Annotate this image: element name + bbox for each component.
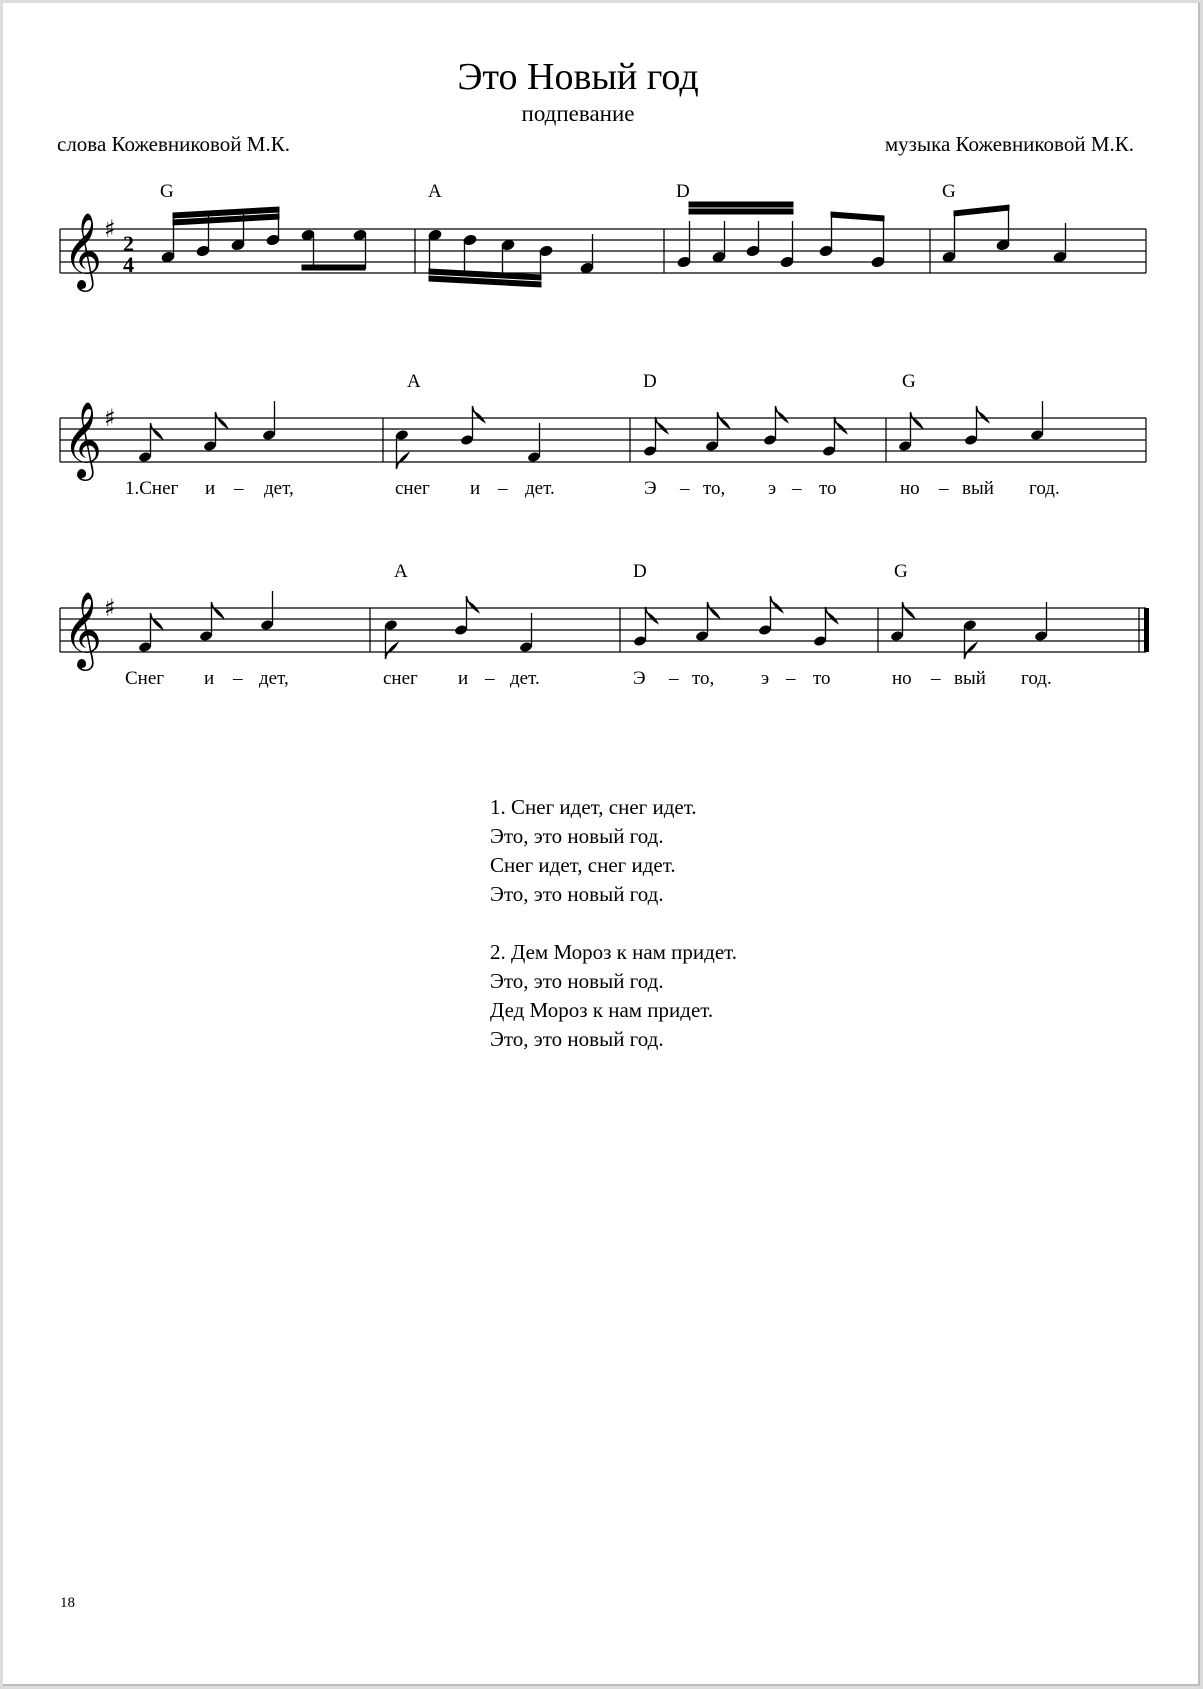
lyric-syllable: и bbox=[204, 668, 215, 689]
lyric-syllable: – bbox=[234, 478, 244, 499]
lyric-syllable: Э bbox=[633, 668, 646, 689]
lyric-syllable: Снег bbox=[125, 668, 165, 689]
lyric-syllable: вый bbox=[954, 668, 986, 689]
lyric-syllable: – bbox=[792, 478, 802, 499]
verse-line: Дед Мороз к нам придет. bbox=[490, 998, 714, 1022]
lyric-syllable: но bbox=[900, 478, 920, 499]
chord-symbol: D bbox=[633, 561, 647, 582]
lyric-syllable: то, bbox=[703, 478, 726, 499]
flag bbox=[826, 607, 838, 623]
measure-2 bbox=[428, 229, 594, 287]
sheet-music-page bbox=[3, 3, 1200, 1686]
lyric-syllable: вый bbox=[962, 478, 994, 499]
lyric-syllable: дет. bbox=[525, 478, 555, 499]
page-number: 18 bbox=[60, 1595, 75, 1611]
lyrics-line-1 bbox=[125, 478, 1060, 499]
time-signature-top: 2 bbox=[123, 231, 134, 256]
lyric-syllable: – bbox=[786, 668, 796, 689]
flag bbox=[386, 643, 398, 659]
music-system-2 bbox=[3, 363, 1198, 503]
lyric-syllable: Э bbox=[644, 478, 657, 499]
flag bbox=[656, 417, 668, 433]
treble-clef-icon: 𝄞 bbox=[63, 401, 103, 478]
lyric-syllable: – bbox=[485, 668, 495, 689]
flag bbox=[977, 406, 989, 422]
final-barline bbox=[1144, 608, 1149, 652]
music-system-3 bbox=[3, 553, 1198, 693]
verse-line: 1. Снег идет, снег идет. bbox=[490, 795, 697, 819]
chord-symbol: G bbox=[902, 371, 916, 392]
flag bbox=[646, 607, 658, 623]
lyric-syllable: снег bbox=[395, 478, 430, 499]
flag bbox=[776, 406, 788, 422]
chord-symbol: A bbox=[428, 181, 442, 202]
sharp-icon: ♯ bbox=[104, 404, 116, 432]
verse-line: Это, это новый год. bbox=[490, 969, 664, 993]
lyric-syllable: 1.Снег bbox=[125, 478, 179, 499]
verse-line: 2. Дем Мороз к нам придет. bbox=[490, 940, 738, 964]
flag bbox=[151, 423, 163, 439]
measure-1 bbox=[161, 207, 367, 270]
music-system-1 bbox=[3, 173, 1198, 293]
lyric-syllable: то bbox=[813, 668, 831, 689]
verse-line: Это, это новый год. bbox=[490, 824, 664, 848]
lyric-syllable: снег bbox=[383, 668, 418, 689]
sharp-icon: ♯ bbox=[104, 215, 116, 243]
measure-4 bbox=[942, 205, 1067, 263]
lyric-syllable: – bbox=[939, 478, 949, 499]
verses-text bbox=[490, 793, 737, 1083]
song-title: Это Новый год bbox=[457, 56, 699, 98]
flag bbox=[216, 412, 228, 428]
lyric-syllable: дет, bbox=[264, 478, 294, 499]
lyrics-line-2 bbox=[125, 668, 1052, 689]
verse-line: Это, это новый год. bbox=[490, 882, 664, 906]
time-signature-bottom: 4 bbox=[123, 252, 134, 277]
flag bbox=[771, 596, 783, 612]
verse-2 bbox=[490, 938, 737, 1054]
sharp-icon: ♯ bbox=[104, 594, 116, 622]
flag bbox=[903, 602, 915, 618]
lyric-syllable: но bbox=[892, 668, 912, 689]
flag bbox=[835, 417, 847, 433]
lyric-syllable: – bbox=[680, 478, 690, 499]
lyric-syllable: и bbox=[205, 478, 216, 499]
lyric-syllable: то, bbox=[692, 668, 715, 689]
lyric-syllable: дет. bbox=[510, 668, 540, 689]
lyric-syllable: э bbox=[768, 478, 777, 499]
chord-symbol: G bbox=[894, 561, 908, 582]
flag bbox=[718, 412, 730, 428]
flag bbox=[467, 596, 479, 612]
lyric-syllable: то bbox=[819, 478, 837, 499]
flag bbox=[965, 643, 977, 659]
lyric-syllable: – bbox=[669, 668, 679, 689]
lyric-syllable: – bbox=[498, 478, 508, 499]
flag bbox=[473, 406, 485, 422]
chord-symbol: A bbox=[394, 561, 408, 582]
flag bbox=[911, 412, 923, 428]
flag bbox=[708, 602, 720, 618]
chord-symbol: D bbox=[676, 181, 690, 202]
verse-line: Снег идет, снег идет. bbox=[490, 853, 676, 877]
verse-1 bbox=[490, 793, 737, 909]
measure-3 bbox=[677, 202, 885, 268]
composer-credit: музыка Кожевниковой М.К. bbox=[884, 132, 1134, 156]
lyric-syllable: год. bbox=[1029, 478, 1060, 499]
flag bbox=[151, 613, 163, 629]
lyric-syllable: – bbox=[233, 668, 243, 689]
chord-symbol: D bbox=[643, 371, 657, 392]
lyric-syllable: и bbox=[470, 478, 481, 499]
lyricist-credit: слова Кожевниковой М.К. bbox=[57, 132, 290, 156]
lyric-syllable: год. bbox=[1021, 668, 1052, 689]
lyric-syllable: и bbox=[458, 668, 469, 689]
lyric-syllable: – bbox=[931, 668, 941, 689]
lyric-syllable: э bbox=[761, 668, 770, 689]
flag bbox=[397, 453, 409, 469]
chord-symbol: A bbox=[407, 371, 421, 392]
treble-clef-icon: 𝄞 bbox=[63, 212, 103, 289]
verse-line: Это, это новый год. bbox=[490, 1027, 664, 1051]
lyric-syllable: дет, bbox=[259, 668, 289, 689]
flag bbox=[212, 602, 224, 618]
treble-clef-icon: 𝄞 bbox=[63, 591, 103, 668]
chord-symbol: G bbox=[942, 181, 956, 202]
chord-symbol: G bbox=[160, 181, 174, 202]
song-subtitle: подпевание bbox=[521, 101, 635, 126]
